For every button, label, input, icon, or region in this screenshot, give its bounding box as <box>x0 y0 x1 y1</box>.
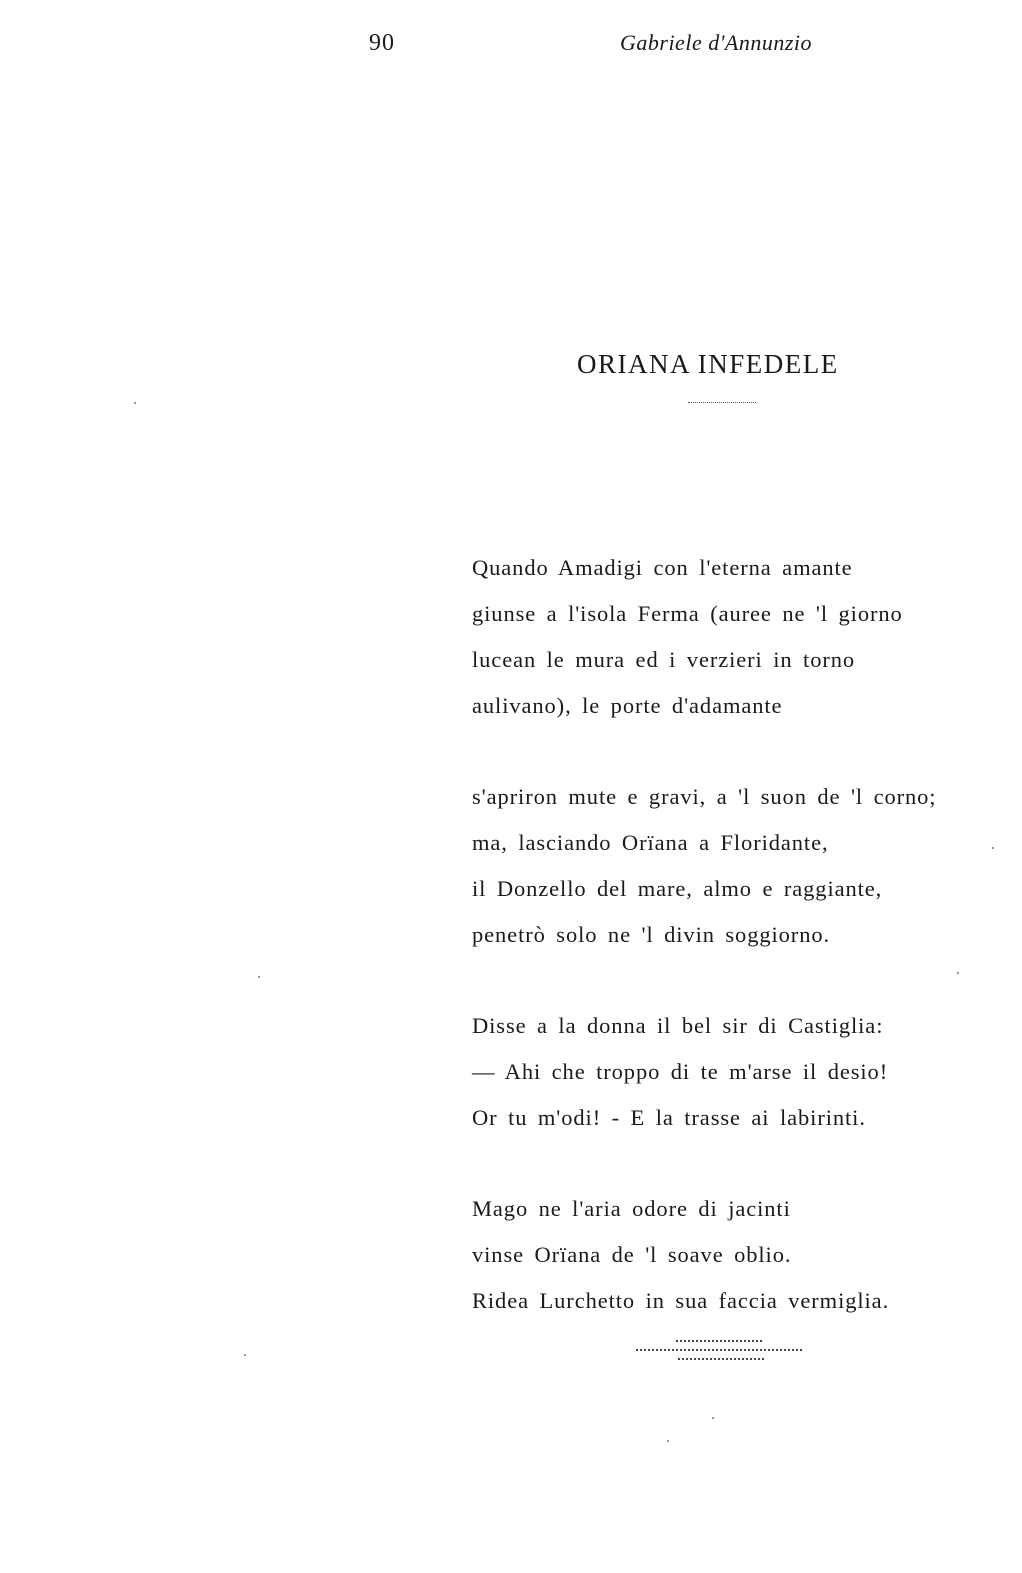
page-number: 90 <box>369 30 395 56</box>
running-title: Gabriele d'Annunzio <box>620 30 813 55</box>
tailpiece-ornament <box>636 1340 806 1366</box>
scan-speck <box>992 847 994 849</box>
verse-line: giunse a l'isola Ferma (auree ne 'l giorno <box>472 601 903 626</box>
verse-line: s'apriron mute e gravi, a 'l suon de 'l corno; <box>472 784 937 809</box>
verse-line: il Donzello del mare, almo e raggiante, <box>472 876 883 901</box>
stanza-4 <box>472 1186 992 1324</box>
verse-line: Ridea Lurchetto in sua faccia vermiglia. <box>472 1288 890 1313</box>
verse-line: lucean le mura ed i verzieri in torno <box>472 647 856 672</box>
verse-line: Or tu m'odi! - E la trasse ai labirinti. <box>472 1105 866 1130</box>
title-rule-ornament <box>688 402 756 406</box>
poem-title: ORIANA INFEDELE <box>577 349 839 379</box>
verse-line: — Ahi che troppo di te m'arse il desio! <box>472 1059 889 1084</box>
scan-speck <box>258 976 260 978</box>
poem-body <box>472 545 992 1324</box>
stanza-1 <box>472 545 992 729</box>
tailpiece-dots-top <box>676 1340 762 1342</box>
verse-line: ma, lasciando Orïana a Floridante, <box>472 830 829 855</box>
verse-line: Mago ne l'aria odore di jacinti <box>472 1196 791 1221</box>
scan-speck <box>957 972 959 974</box>
verse-line: vinse Orïana de 'l soave oblio. <box>472 1242 792 1267</box>
stanza-3 <box>472 1003 992 1141</box>
tailpiece-dots-middle <box>636 1349 802 1351</box>
verse-line: penetrò solo ne 'l divin soggiorno. <box>472 922 831 947</box>
verse-line: Disse a la donna il bel sir di Castiglia: <box>472 1013 884 1038</box>
tailpiece-dots-bottom <box>678 1358 764 1360</box>
stanza-2 <box>472 774 992 958</box>
verse-line: Quando Amadigi con l'eterna amante <box>472 555 853 580</box>
scan-speck <box>244 1354 246 1356</box>
scan-speck <box>712 1417 714 1419</box>
scan-speck <box>667 1440 669 1442</box>
verse-line: aulivano), le porte d'adamante <box>472 693 783 718</box>
scan-speck <box>134 402 136 404</box>
